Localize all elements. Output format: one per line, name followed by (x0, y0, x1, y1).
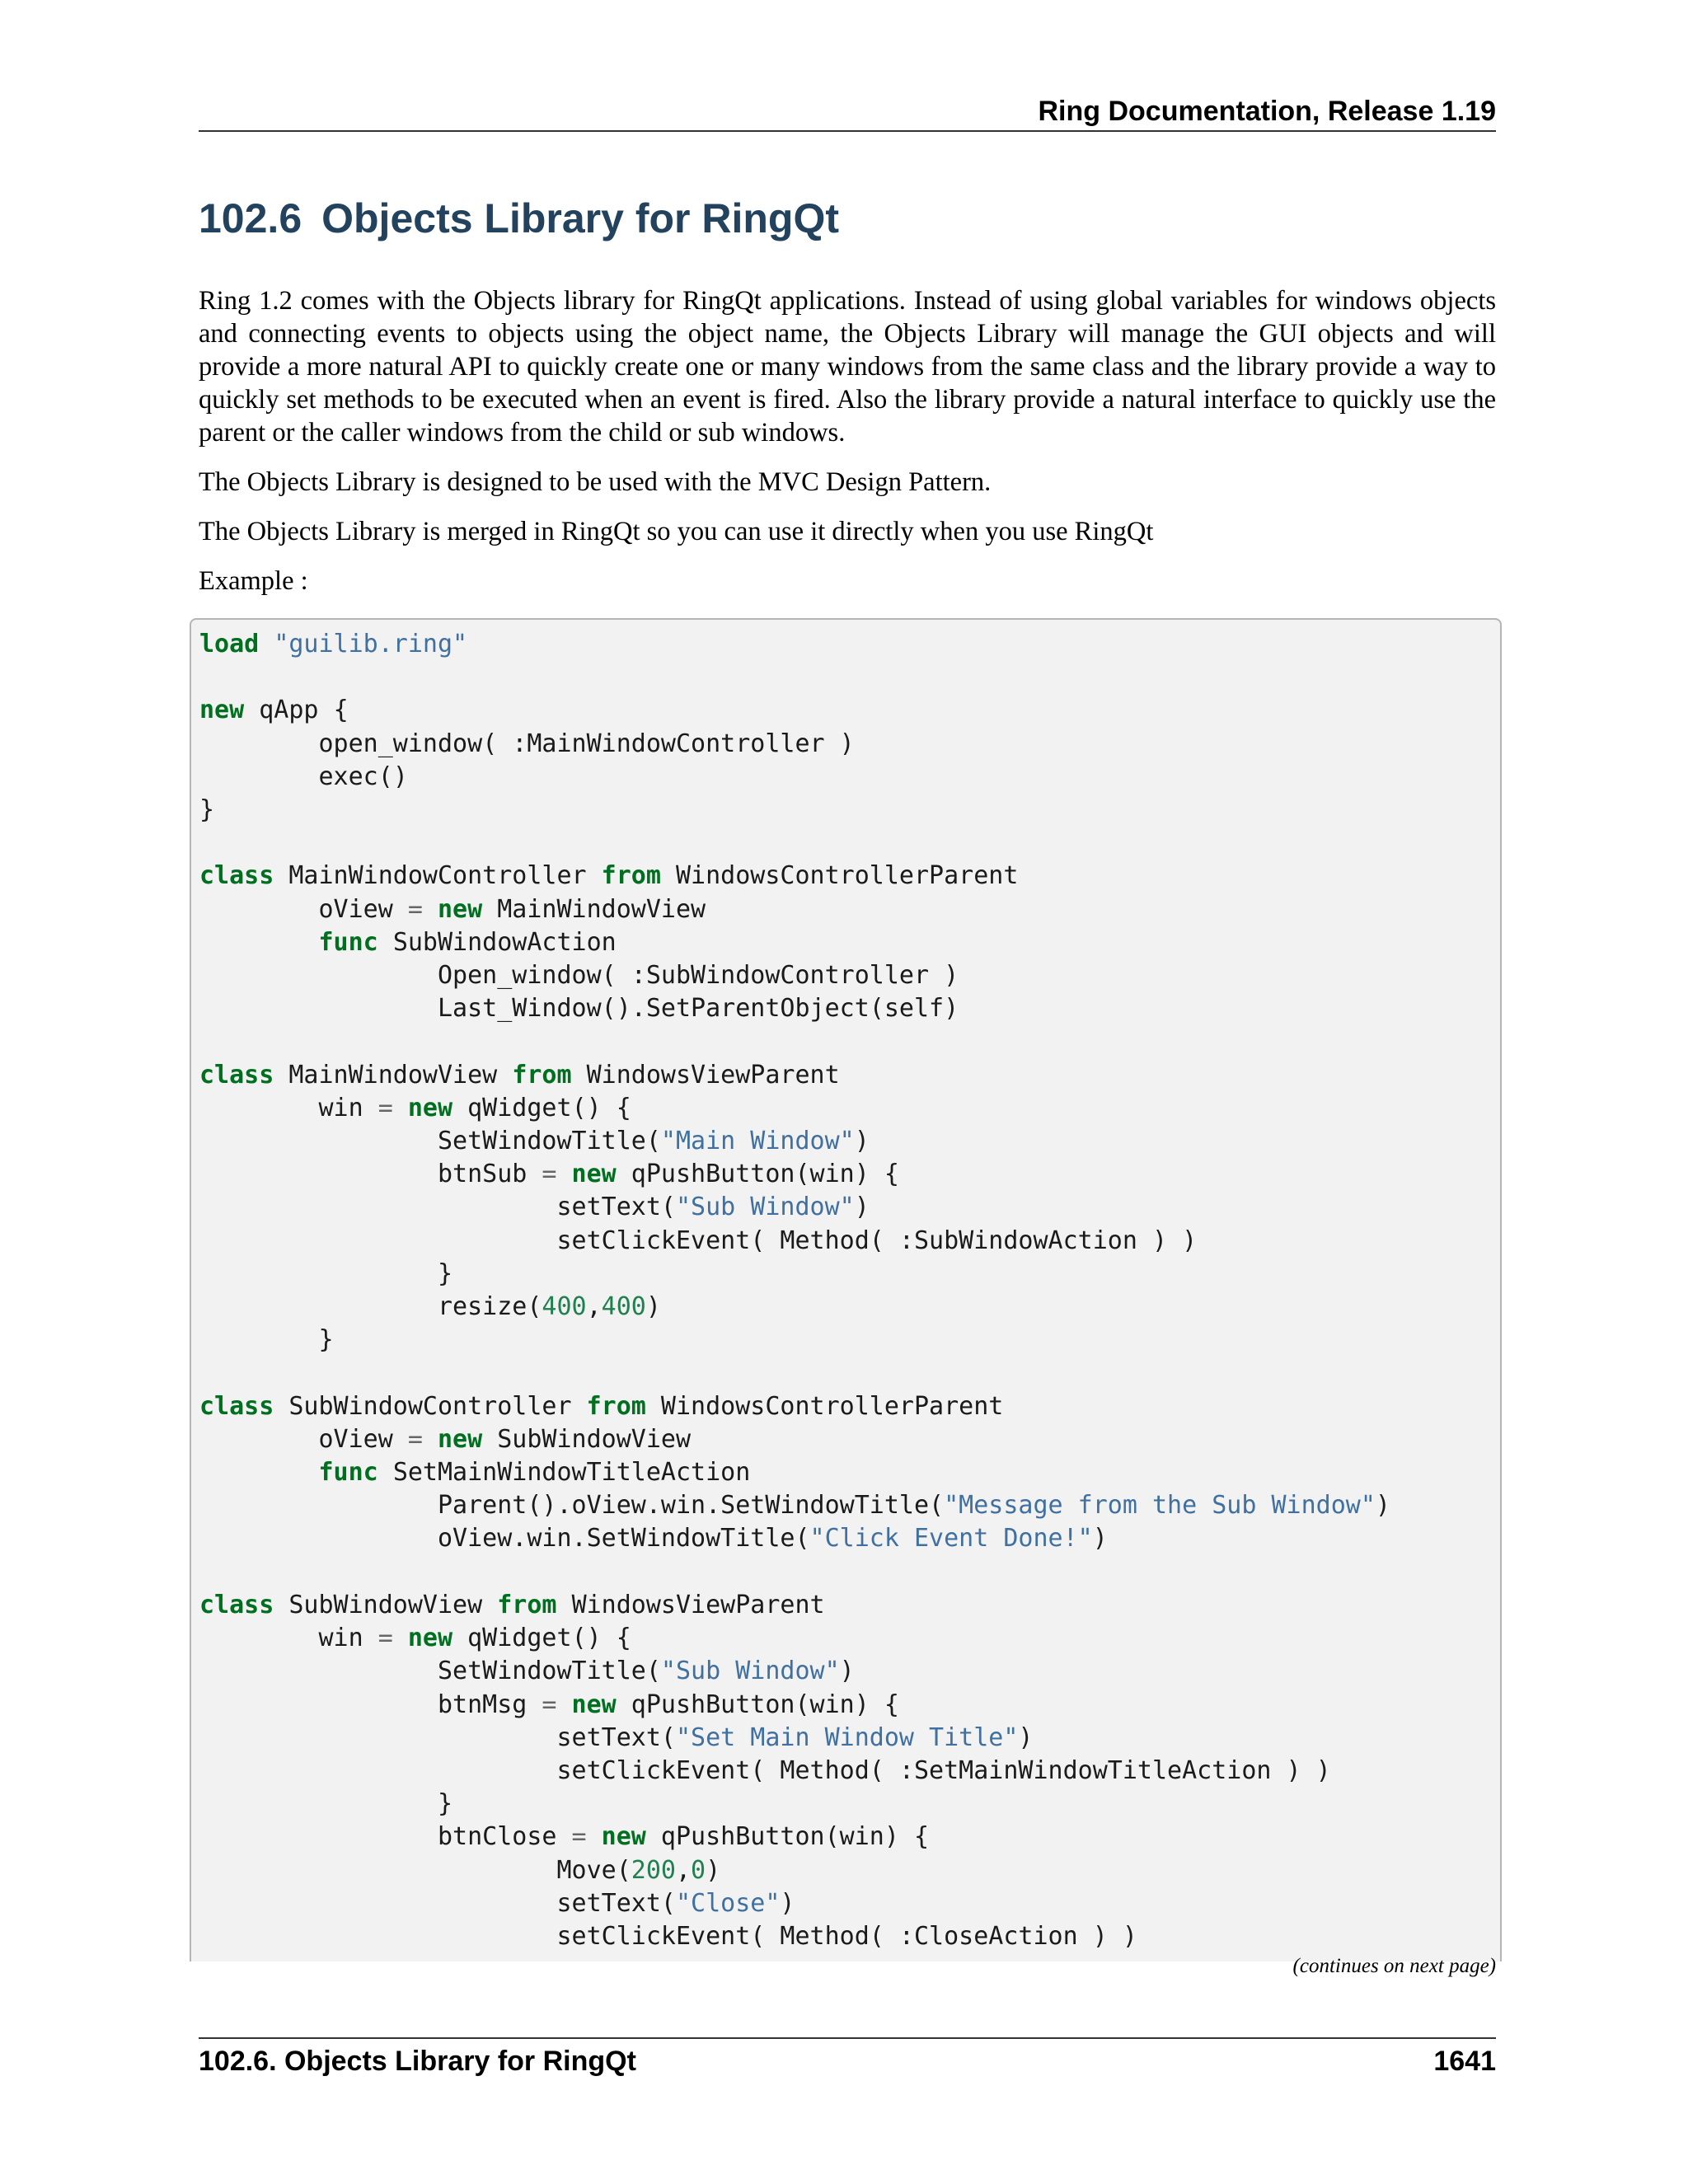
code-line: win = new qWidget() { (318, 1093, 631, 1122)
code-line: SetWindowTitle("Sub Window") (437, 1657, 855, 1686)
section-number: 102.6 (199, 195, 302, 241)
page-footer (199, 2037, 1496, 2078)
code-line: setClickEvent( Method( :SetMainWindowTitleAction ) ) (556, 1755, 1331, 1785)
code-line: new qApp { (199, 696, 349, 725)
section-heading-text: Objects Library for RingQt (321, 195, 839, 241)
code-block (190, 618, 1502, 1961)
code-line: } (199, 795, 215, 825)
code-line: class MainWindowController from WindowsControllerParent (199, 861, 1019, 891)
code-line: SetWindowTitle("Main Window") (437, 1127, 870, 1156)
code-line: func SetMainWindowTitleAction (318, 1458, 751, 1488)
running-header: Ring Documentation, Release 1.19 (199, 92, 1496, 132)
code-line: func SubWindowAction (318, 927, 617, 957)
code-line: Parent().oView.win.SetWindowTitle("Message from the Sub Window") (437, 1491, 1390, 1521)
code-line: class SubWindowView from WindowsViewParent (199, 1590, 825, 1619)
code-line: Last_Window().SetParentObject(self) (437, 994, 959, 1024)
code-line: oView = new MainWindowView (318, 894, 706, 924)
example-label: Example : (199, 566, 308, 596)
code-line: } (437, 1258, 453, 1288)
page-number: 1641 (1433, 2046, 1496, 2077)
code-line: class MainWindowView from WindowsViewParent (199, 1060, 840, 1090)
code-line: setText("Sub Window") (556, 1193, 870, 1222)
code-line: exec() (318, 762, 408, 791)
code-line: load "guilib.ring" (199, 630, 468, 658)
code-line: } (318, 1325, 334, 1355)
code-line: btnClose = new qPushButton(win) { (437, 1822, 930, 1852)
code-line: win = new qWidget() { (318, 1624, 631, 1653)
code-line: setClickEvent( Method( :SubWindowAction ) ) (556, 1226, 1198, 1255)
code-line: resize(400,400) (437, 1292, 661, 1322)
code-line: btnMsg = new qPushButton(win) { (437, 1690, 899, 1719)
code-line: oView = new SubWindowView (318, 1424, 692, 1454)
continues-note: (continues on next page) (1292, 1955, 1496, 1977)
footer-section: 102.6. Objects Library for RingQt (199, 2046, 636, 2077)
code-listing (199, 628, 1390, 1953)
code-line: open_window( :MainWindowController ) (318, 729, 855, 758)
merged-paragraph: The Objects Library is merged in RingQt so you can use it directly when you use RingQt (199, 517, 1154, 546)
code-line: class SubWindowController from WindowsControllerParent (199, 1391, 1004, 1421)
code-line: Move(200,0) (556, 1855, 721, 1885)
code-line: setText("Close") (556, 1888, 795, 1918)
code-line: setText("Set Main Window Title") (556, 1722, 1034, 1752)
code-line: oView.win.SetWindowTitle("Click Event Done!") (437, 1524, 1108, 1554)
intro-paragraph: Ring 1.2 comes with the Objects library for RingQt applications. Instead of using global variables for windows objects and connecting events to objects using the object name, the Objects Library will manage the GUI objects and will provide a more natural API to quickly create one or many windows from the same class and the library provide a way to quickly set methods to be executed when an event is fired. Also the library provide a natural interface to quickly use the parent or the caller windows from the child or sub windows. (199, 286, 1496, 448)
code-line: setClickEvent( Method( :CloseAction ) ) (556, 1921, 1137, 1951)
code-line: btnSub = new qPushButton(win) { (437, 1160, 899, 1189)
section-title (199, 194, 839, 242)
mvc-paragraph: The Objects Library is designed to be used with the MVC Design Pattern. (199, 467, 992, 497)
code-line: } (437, 1789, 453, 1819)
code-line: Open_window( :SubWindowController ) (437, 961, 959, 991)
